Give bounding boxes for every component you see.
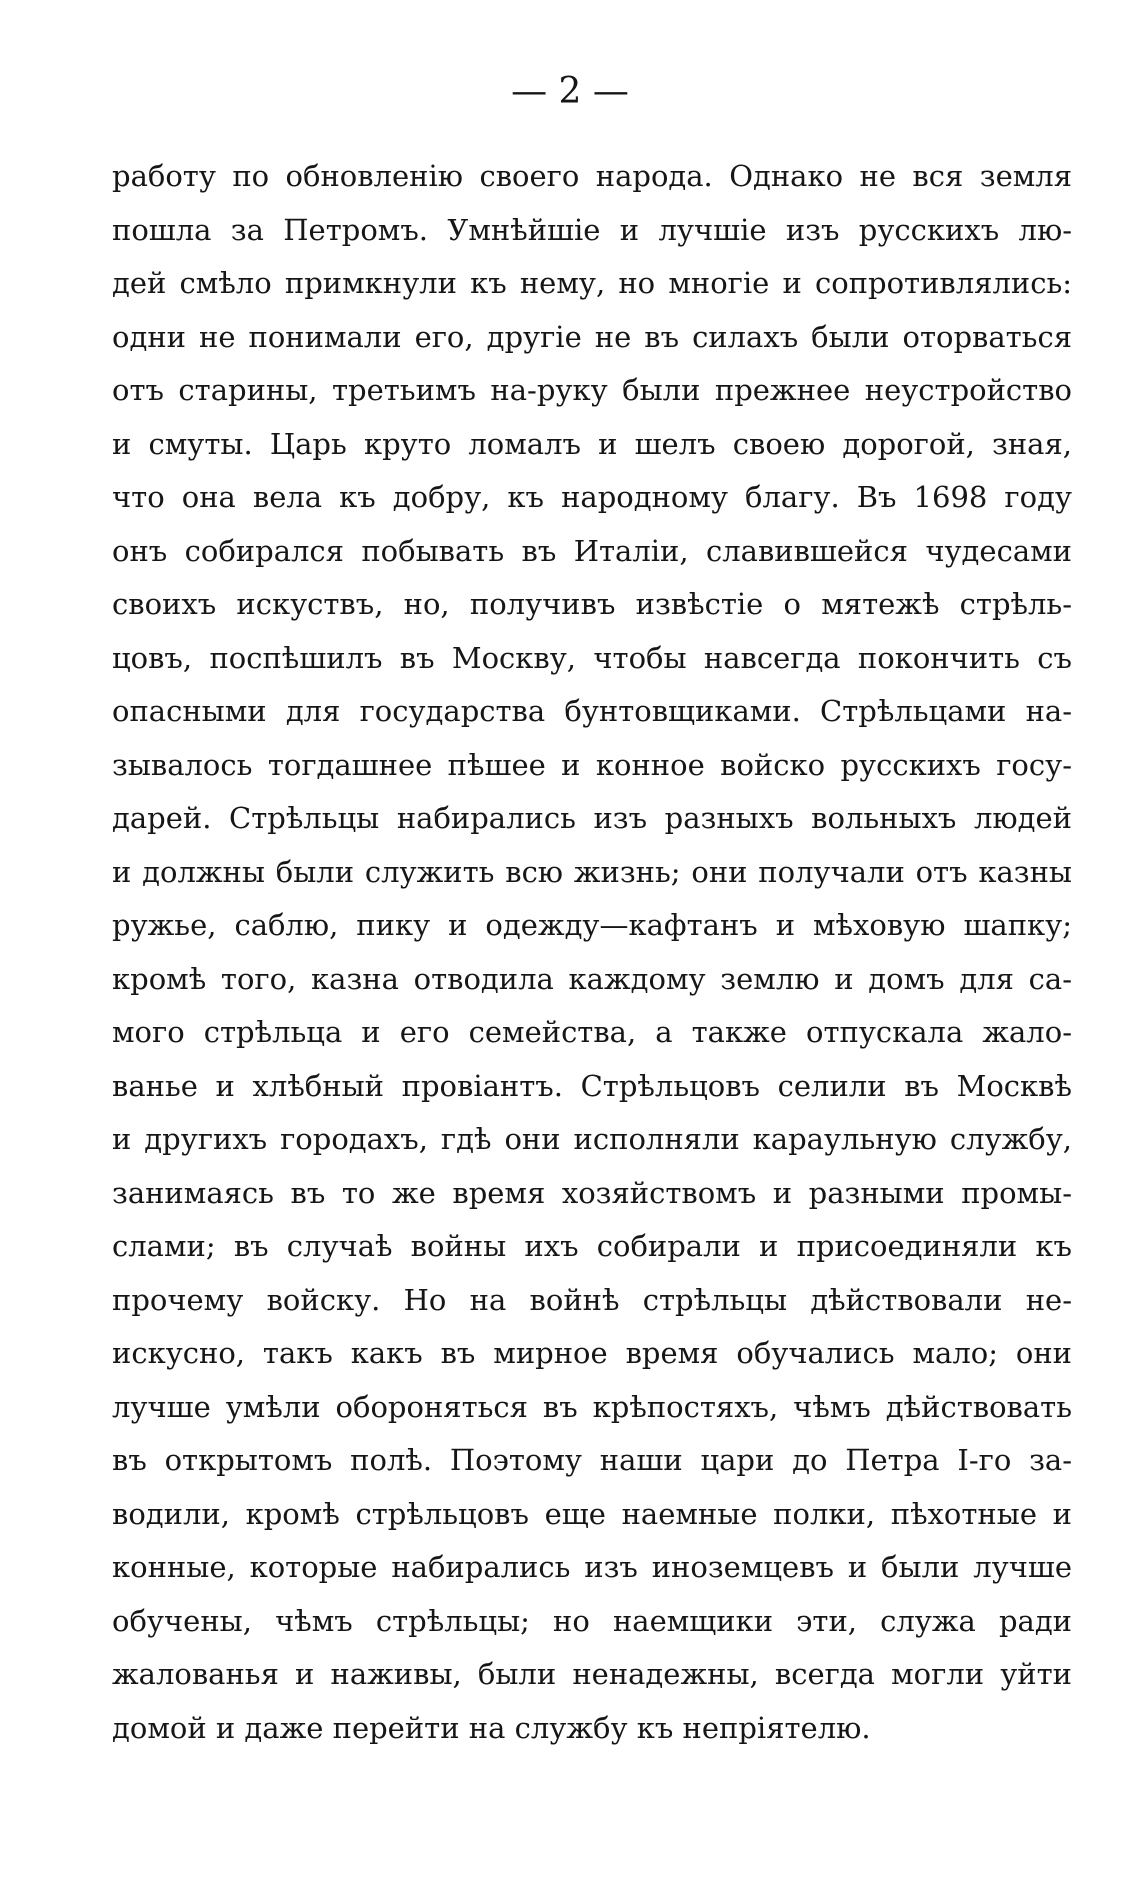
text-line: искусно, такъ какъ въ мирное время обучались мало; они bbox=[112, 1336, 1072, 1370]
text-line: кромѣ того, казна отводила каждому землю и домъ для са- bbox=[112, 961, 1072, 996]
text-line: ружье, саблю, пику и одежду—кафтанъ и мѣховую шапку; bbox=[112, 908, 1072, 942]
text-line: занимаясь въ то же время хозяйствомъ и разными промы- bbox=[112, 1175, 1072, 1210]
text-line: домой и даже перейти на службу къ непріятелю. bbox=[112, 1710, 871, 1745]
text-line: своихъ искуствъ, но, получивъ извѣстіе о мятежѣ стрѣль- bbox=[112, 587, 1072, 621]
body-text bbox=[112, 150, 1072, 1755]
text-line: опасными для государства бунтовщиками. Стрѣльцами на- bbox=[112, 694, 1072, 728]
text-line: въ открытомъ полѣ. Поэтому наши цари до Петра I-го за- bbox=[112, 1443, 1072, 1477]
text-line: ванье и хлѣбный провіантъ. Стрѣльцовъ селили въ Москвѣ bbox=[112, 1068, 1072, 1103]
text-line: и смуты. Царь круто ломалъ и шелъ своею дорогой, зная, bbox=[112, 426, 1072, 461]
text-line: пошла за Петромъ. Умнѣйшіе и лучшіе изъ русскихъ лю- bbox=[112, 212, 1072, 247]
page-number: — 2 — bbox=[511, 71, 629, 112]
text-line: прочему войску. Но на войнѣ стрѣльцы дѣйствовали не- bbox=[112, 1282, 1072, 1317]
text-line: одни не понимали его, другіе не въ силахъ были оторваться bbox=[112, 319, 1072, 354]
text-line: и другихъ городахъ, гдѣ они исполняли караульную службу, bbox=[112, 1122, 1072, 1156]
text-line: и должны были служить всю жизнь; они получали отъ казны bbox=[112, 854, 1072, 889]
text-line: дей смѣло примкнули къ нему, но многіе и сопротивлялись: bbox=[112, 266, 1072, 300]
text-line: жалованья и наживы, были ненадежны, всегда могли уйти bbox=[112, 1657, 1072, 1691]
text-line: обучены, чѣмъ стрѣльцы; но наемщики эти, служа ради bbox=[112, 1603, 1072, 1638]
text-line: что она вела къ добру, къ народному благу. Въ 1698 году bbox=[112, 480, 1072, 514]
text-line: слами; въ случаѣ войны ихъ собирали и присоединяли къ bbox=[112, 1229, 1072, 1263]
text-line: работу по обновленію своего народа. Однако не вся земля bbox=[112, 159, 1072, 193]
text-line: водили, кромѣ стрѣльцовъ еще наемные полки, пѣхотные и bbox=[112, 1496, 1072, 1531]
text-line: зывалось тогдашнее пѣшее и конное войско русскихъ госу- bbox=[112, 747, 1072, 782]
text-line: мого стрѣльца и его семейства, а также отпускала жало- bbox=[112, 1015, 1072, 1049]
text-line: онъ собирался побывать въ Италіи, славившейся чудесами bbox=[112, 533, 1072, 568]
text-line: дарей. Стрѣльцы набирались изъ разныхъ вольныхъ людей bbox=[112, 801, 1072, 835]
text-line: отъ старины, третьимъ на-руку были прежнее неустройство bbox=[112, 373, 1072, 407]
text-line: конные, которые набирались изъ иноземцевъ и были лучше bbox=[112, 1550, 1072, 1584]
text-line: лучше умѣли обороняться въ крѣпостяхъ, чѣмъ дѣйствовать bbox=[112, 1389, 1072, 1424]
text-line: цовъ, поспѣшилъ въ Москву, чтобы навсегда покончить съ bbox=[112, 640, 1072, 675]
